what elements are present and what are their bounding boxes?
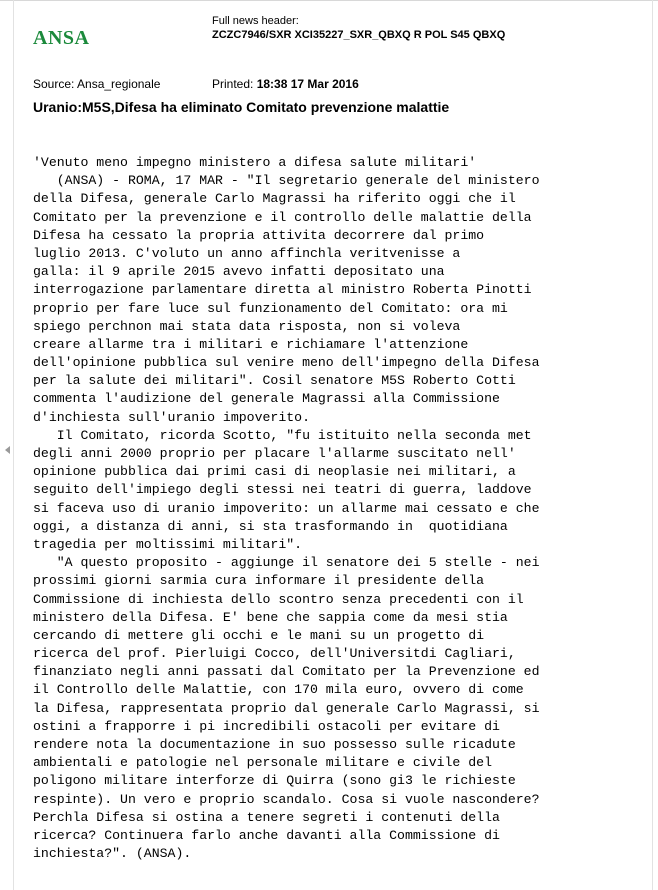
body-line: dell'opinione pubblica sul venire meno dell'impegno della Difesa [33, 355, 540, 371]
body-line: rendere nota la documentazione in suo possesso sulle ricadute [33, 737, 516, 752]
body-line: seguito dell'impiego degli stessi nei teatri di guerra, laddove [33, 482, 532, 498]
body-line: ambientali e patologie nel personale militare e civile del [33, 755, 492, 771]
body-line: prossimi giorni sarmia cura informare il presidente della [33, 573, 485, 589]
body-line: opinione pubblica dai primi casi di neoplasie nei militari, a [33, 464, 516, 480]
article-body [33, 154, 648, 863]
collapse-arrow-icon[interactable] [5, 446, 10, 454]
printed-line [212, 77, 359, 91]
body-line: Commissione di inchiesta dello scontro senza precedenti con il [33, 591, 524, 607]
body-line: si faceva uso di uranio impoverito: un allarme mai cessato e che [33, 500, 540, 516]
body-line: Difesa ha cessato la propria attivita decorrere dal primo [33, 227, 485, 243]
body-line: per la salute dei militari". Cosil senatore M5S Roberto Cotti [33, 373, 516, 389]
body-line: Il Comitato, ricorda Scotto, "fu istituito nella seconda met [33, 427, 532, 443]
left-border [13, 0, 14, 890]
body-line: galla: il 9 aprile 2015 avevo infatti depositato una [33, 264, 445, 280]
printed-timestamp: 18:38 17 Mar 2016 [256, 77, 359, 91]
body-line: spiego perchnon mai stata data risposta, non si voleva [33, 318, 461, 334]
body-line: ostini a frapporre i pi incredibili ostacoli per evitare di [33, 718, 500, 734]
body-line: ricerca? Continuera farlo anche davanti alla Commissione di [33, 827, 500, 843]
source-line: Source: Ansa_regionale [33, 77, 161, 91]
body-line: creare allarme tra i militari e richiamare l'attenzione [33, 336, 469, 352]
body-line: Comitato per la prevenzione e il controllo delle malattie della [33, 209, 532, 225]
body-line: ricerca del prof. Pierluigi Cocco, dell'Universitdi Cagliari, [33, 646, 516, 662]
news-header-label: Full news header: [212, 15, 299, 27]
body-line: la Difesa, rappresentata proprio dal generale Carlo Magrassi, si [33, 700, 540, 716]
body-line: respinte). Un vero e proprio scandalo. Cosa si vuole nascondere? [33, 791, 540, 807]
top-border [0, 0, 658, 1]
news-header-value: ZCZC7946/SXR XCI35227_SXR_QBXQ R POL S45 QBXQ [212, 29, 506, 41]
body-line: il Controllo delle Malattie, con 170 mila euro, ovvero di come [33, 682, 524, 698]
body-line: ministero della Difesa. E' bene che sappia come da mesi stia [33, 609, 508, 625]
right-border [652, 0, 653, 890]
body-line: (ANSA) - ROMA, 17 MAR - "Il segretario generale del ministero [33, 173, 540, 189]
body-line: d'inchiesta sull'uranio impoverito. [33, 409, 310, 425]
body-line: poligono militare interforze di Quirra (sono gi3 le richieste [33, 773, 516, 789]
body-line: commenta l'audizione del generale Magrassi alla Commissione [33, 391, 500, 407]
body-line: interrogazione parlamentare diretta al ministro Roberta Pinotti [33, 282, 532, 298]
body-line: 'Venuto meno impegno ministero a difesa salute militari' [33, 155, 477, 170]
body-line: oggi, a distanza di anni, si sta trasformando in quotidiana [33, 518, 508, 534]
body-line: degli anni 2000 proprio per placare l'allarme suscitato nell' [33, 446, 516, 461]
printed-label: Printed: [212, 77, 254, 91]
body-line: della Difesa, generale Carlo Magrassi ha riferito oggi che il [33, 191, 516, 207]
body-line: proprio per fare luce sul funzionamento del Comitato: ora mi [33, 300, 508, 316]
body-line: tragedia per moltissimi militari". [33, 536, 303, 552]
body-line: "A questo proposito - aggiunge il senatore dei 5 stelle - nei [33, 555, 540, 571]
body-line: Perchla Difesa si ostina a tenere segreti i contenuti della [33, 809, 500, 825]
article-title: Uranio:M5S,Difesa ha eliminato Comitato prevenzione malattie [33, 99, 450, 115]
body-line: cercando di mettere gli occhi e le mani su un progetto di [33, 627, 485, 643]
body-line: luglio 2013. C'voluto un anno affinchla veritvenisse a [33, 245, 461, 261]
body-line: inchiesta?". (ANSA). [33, 846, 192, 862]
body-line: finanziato negli anni passati dal Comitato per la Prevenzione ed [33, 664, 540, 680]
ansa-logo: ANSA [33, 27, 90, 49]
